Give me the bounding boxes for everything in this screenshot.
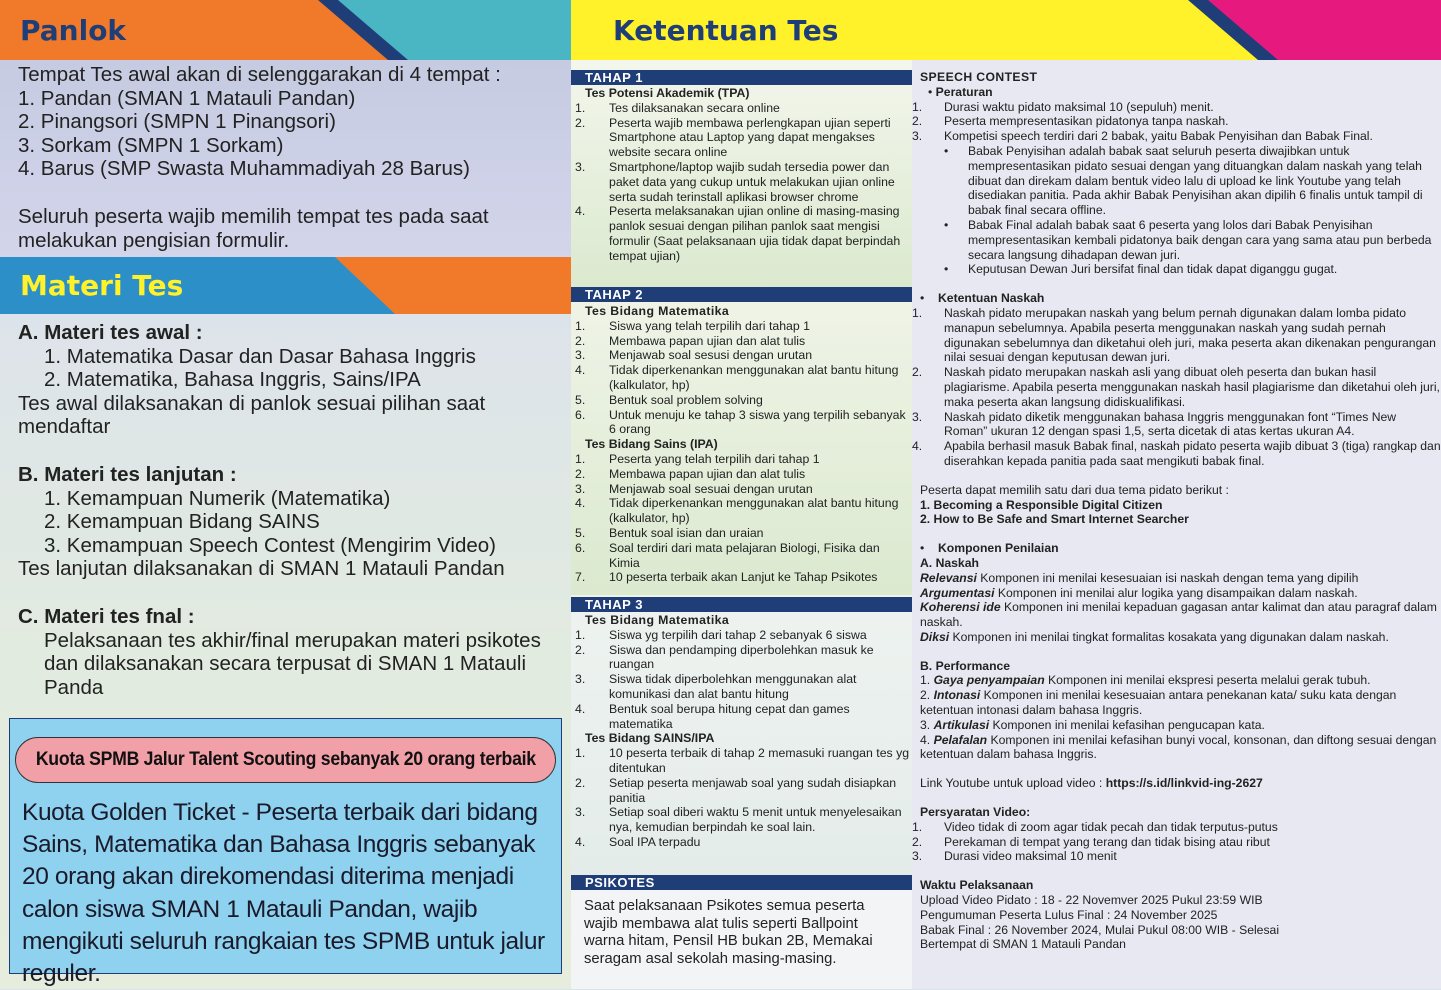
video-rule: 1. Video tidak di zoom agar tidak pecah dan tidak terputus-putus — [912, 819, 1278, 834]
tahap2-math-item: 4. Tidak diperkenankan menggunakan alat bantu hitung (kalkulator, hp) — [575, 363, 899, 392]
tahap2-sains-item: 1. Peserta yang telah terpilih dari tahap 1 — [575, 451, 820, 466]
materi-c-text: Pelaksanaan tes akhir/final merupakan materi psikotes dan dilaksanakan secara terpusat di SMAN 1 Matauli Panda — [44, 628, 541, 699]
naskah-rule: 3. Naskah pidato diketik menggunakan bahasa Inggris menggunakan font “Times New Roman” ukuran 12 dengan spasi 1,5, serta dicetak di atas kertas ukuran A4. — [912, 409, 1397, 439]
panlok-text — [18, 63, 558, 252]
tahap2-sains-item: 5. Bentuk soal isian dan uraian — [575, 525, 764, 540]
tahap3-sains-item: 3. Setiap soal diberi waktu 5 menit untuk menyelesaikan nya, kemudian berpindah ke soal lain. — [575, 805, 902, 835]
psikotes-section — [571, 875, 912, 989]
speech-subrule: • Babak Penyisihan adalah babak saat seluruh peserta diwajibkan untuk mempresentasikan pidato sesuai dengan yang dituangkan dalam naskah yang telah dibuat dan direkam dalam bentuk video lalu di upload ke link Youtube yang telah disediakan panitia. Pada akhir Babak Penyisihan akan dipilih 6 finalis untuk tampil di babak final secara offline. — [944, 143, 1423, 218]
tahap3-section — [571, 595, 912, 875]
tahap2-sains-item: 4. Tidak diperkenankan menggunakan alat bantu hitung (kalkulator, hp) — [575, 496, 899, 526]
tahap3-math-item: 4. Bentuk soal berupa hitung cepat dan games matematika — [575, 701, 850, 731]
tahap1-item: 4. Peserta melaksanakan ujian online di masing-masing panlok sesuai dengan pilihan panlok saat mengisi formulir (Saat pelaksanaan ujia tidak dapat berpindah tempat ujian) — [575, 204, 901, 263]
kuota-badge — [15, 737, 556, 783]
materi-a-item-1: 1. Matematika Dasar dan Dasar Bahasa Inggris — [44, 344, 476, 368]
tahap3-sains-item: 4. Soal IPA terpadu — [575, 834, 701, 849]
tahap3-bar: TAHAP 3 — [571, 597, 912, 612]
naskah-komponen: Koherensi ide Komponen ini menilai kepaduan gagasan antar kalimat dan atau paragraf dalam naskah. — [920, 600, 1437, 630]
panlok-title: Panlok — [20, 14, 127, 47]
tahap2-subtitle-math: Tes Bidang Matematika — [585, 304, 730, 318]
performance-komponen: 2. Intonasi Komponen ini menilai kesesuaian antara penekanan kata/ suku kata dengan ketentuan intonasi dalam bahasa Inggris. — [920, 688, 1397, 718]
panlok-place-1: 1. Pandan (SMAN 1 Matauli Pandan) — [18, 86, 356, 110]
tahap2-content — [571, 302, 912, 585]
materi-a-title: A. Materi tes awal : — [18, 321, 203, 344]
ketentuan-header — [571, 0, 1441, 60]
materi-b-note: Tes lanjutan dilaksanakan di SMAN 1 Matauli Pandan — [18, 557, 505, 581]
left-column — [0, 0, 571, 989]
speech-subrule: • Babak Final adalah babak saat 6 peserta yang lolos dari Babak Penyisihan mempresentasikan kembali pidatonya baik dengan cara yang sama atau pun berbeda secara langsung dihadapan dewan juri. — [944, 217, 1432, 262]
tahap2-sains-item: 7. 10 peserta terbaik akan Lanjut ke Tahap Psikotes — [575, 570, 878, 585]
panlok-place-4: 4. Barus (SMP Swasta Muhammadiyah 28 Barus) — [18, 157, 470, 181]
naskah-komponen: Relevansi Komponen ini menilai kesesuaian isi naskah dengan tema yang dipilih — [920, 570, 1359, 585]
materi-header — [0, 257, 571, 314]
naskah-rule: 1. Naskah pidato merupakan naskah yang belum pernah digunakan dalam lomba pidato manapun sebelumnya. Apabila peserta menggunakan naskah yang sudah pernah digunakan sebelumnya dan diketahui oleh juri, maka peserta akan dikenakan pengurangan nilai sesuai dengan keputusan dewan juri. — [912, 305, 1436, 365]
tahap2-sains-item: 3. Menjawab soal sesuai dengan urutan — [575, 481, 813, 496]
tahap3-sains-item: 1. 10 peserta terbaik di tahap 2 memasuki ruangan tes yg ditentukan — [575, 746, 910, 775]
naskah-rule: 2. Naskah pidato merupakan naskah asli yang dibuat oleh peserta dan bukan hasil plagiarisme. Apabila peserta menggunakan naskah hasil plagiarisme dan diketahui oleh juri, maka peserta akan langsung didiskualifikasi. — [912, 365, 1440, 409]
speech-title: SPEECH CONTEST — [920, 70, 1038, 84]
tahap3-math-item: 2. Siswa dan pendamping diperbolehkan masuk ke ruangan — [575, 642, 874, 672]
naskah-rule: 4. Apabila berhasil masuk Babak final, naskah pidato peserta wajib dibuat 3 (tiga) rangkap dan diserahkan kepada panitia pada saat mengikuti babak final. — [912, 439, 1441, 468]
materi-a-note: Tes awal dilaksanakan di panlok sesuai pilihan saat mendaftar — [18, 391, 486, 439]
materi-b-title: B. Materi tes lanjutan : — [18, 462, 237, 486]
waktu-line: Upload Video Pidato : 18 - 22 Novemver 2025 Pukul 23:59 WIB — [920, 893, 1263, 908]
speech-content — [912, 60, 1441, 952]
performance-komponen: 3. Artikulasi Komponen ini menilai kefasihan pengucapan kata. — [920, 717, 1265, 732]
tahap1-section — [571, 60, 912, 287]
peraturan-heading: • Peraturan — [928, 84, 993, 99]
naskah-komponen: Diksi Komponen ini menilai tingkat formalitas kosakata yang digunakan dalam naskah. — [920, 629, 1389, 644]
kuota-badge-text: Kuota SPMB Jalur Talent Scouting sebanyak 20 orang terbaik — [35, 749, 536, 770]
tahap2-sains-item: 2. Membawa papan ujian dan alat tulis — [575, 466, 806, 481]
tahap2-bar: TAHAP 2 — [571, 287, 912, 302]
ketentuan-title: Ketentuan Tes — [613, 14, 839, 47]
video-heading: Persyaratan Video: — [920, 805, 1031, 820]
tahap1-bar: TAHAP 1 — [571, 70, 912, 85]
speech-rule: 3. Kompetisi speech terdiri dari 2 babak, yaitu Babak Penyisihan dan Babak Final. — [912, 129, 1373, 144]
video-rule: 2. Perekaman di tempat yang terang dan tidak bising atau ribut — [912, 834, 1270, 849]
tahap3-sains-item: 2. Setiap peserta menjawab soal yang sudah disiapkan panitia — [575, 775, 897, 805]
panlok-header — [0, 0, 571, 60]
materi-b-item-3: 3. Kemampuan Speech Contest (Mengirim Video) — [44, 533, 496, 557]
tahap3-subtitle-sains: Tes Bidang SAINS/IPA — [585, 731, 715, 746]
youtube-link[interactable]: https://s.id/linkvid-ing-2627 — [1105, 776, 1263, 791]
tahap1-item: 3. Smartphone/laptop wajib sudah tersedia power dan paket data yang cukup untuk melakukan ujian online serta sudah terinstall aplikasi browser chrome — [575, 159, 895, 204]
naskah-heading: • Ketentuan Naskah — [920, 291, 1045, 306]
tahap2-math-item: 3. Menjawab soal sesusi dengan urutan — [575, 348, 813, 363]
tahap2-math-item: 6. Untuk menuju ke tahap 3 siswa yang terpilih sebanyak 6 orang — [575, 407, 906, 437]
tahap2-subtitle-sains: Tes Bidang Sains (IPA) — [585, 437, 718, 452]
panlok-place-3: 3. Sorkam (SMPN 1 Sorkam) — [18, 133, 284, 157]
tahap3-content — [571, 612, 912, 850]
psikotes-text: Saat pelaksanaan Psikotes semua peserta wajib membawa alat tulis seperti Ballpoint warna hitam, Pensil HB bukan 2B, Memakai seragam asal sekolah masing-masing. — [584, 898, 873, 967]
panlok-note: Seluruh peserta wajib memilih tempat tes pada saat melakukan pengisian formulir. — [18, 204, 489, 252]
tahap3-math-item: 3. Siswa tidak diperbolehkan menggunakan alat komunikasi dan alat bantu hitung — [575, 672, 857, 701]
materi-title: Materi Tes — [20, 269, 184, 302]
materi-b-item-1: 1. Kemampuan Numerik (Matematika) — [44, 486, 391, 510]
speech-rule: 2. Peserta mempresentasikan pidatonya tanpa naskah. — [912, 114, 1229, 129]
komponen-b-performance: B. Performance — [920, 658, 1011, 673]
kuota-text: Kuota Golden Ticket - Peserta terbaik dari bidang Sains, Matematika dan Bahasa Inggris sebanyak 20 orang akan direkomendasi diterima menjadi calon siswa SMAN 1 Matauli Pandan, wajib mengikuti seluruh rangkaian tes SPMB untuk jalur reguler. — [22, 799, 545, 988]
materi-a-item-2: 2. Matematika, Bahasa Inggris, Sains/IPA — [44, 368, 421, 392]
tahap2-math-item: 1. Siswa yang telah terpilih dari tahap 1 — [575, 318, 810, 333]
naskah-komponen: Argumentasi Komponen ini menilai alur logika yang disampaikan dalam naskah. — [920, 585, 1358, 600]
speech-rule: 1. Durasi waktu pidato maksimal 10 (sepuluh) menit. — [912, 99, 1214, 114]
psikotes-bar: PSIKOTES — [571, 875, 912, 890]
panlok-body — [0, 60, 571, 257]
materi-b-item-2: 2. Kemampuan Bidang SAINS — [44, 510, 320, 534]
tahap3-math-item: 1. Siswa yg terpilih dari tahap 2 sebanyak 6 siswa — [575, 627, 867, 642]
tahap2-math-item: 5. Bentuk soal problem solving — [575, 392, 763, 407]
kuota-box — [9, 718, 562, 988]
materi-text — [18, 321, 558, 699]
tahap1-item: 1. Tes dilaksanakan secara online — [575, 100, 780, 115]
tahap2-math-item: 2. Membawa papan ujian dan alat tulis — [575, 333, 806, 348]
tahap2-sains-item: 6. Soal terdiri dari mata pelajaran Biologi, Fisika dan Kimia — [575, 540, 880, 570]
speech-subrule: • Keputusan Dewan Juri bersifat final dan tidak dapat diganggu gugat. — [944, 262, 1338, 277]
tahap1-content — [571, 85, 912, 264]
tema-1: 1. Becoming a Responsible Digital Citizen — [920, 497, 1163, 512]
tahap2-section — [571, 287, 912, 595]
video-rule: 3. Durasi video maksimal 10 menit — [912, 849, 1117, 864]
youtube-link-line: Link Youtube untuk upload video : https://s.id/linkvid-ing-2627 — [920, 776, 1263, 791]
performance-komponen: 1. Gaya penyampaian Komponen ini menilai ekspresi peserta melalui gerak tubuh. — [920, 673, 1371, 688]
materi-c-title: C. Materi tes fnal : — [18, 604, 195, 628]
performance-komponen: 4. Pelafalan Komponen ini menilai kefasihan bunyi vocal, konsonan, dan diftong sesuai dengan ketentuan dalam bahasa Inggris. — [920, 732, 1437, 762]
waktu-line: Pengumuman Peserta Lulus Final : 24 November 2025 — [920, 907, 1218, 922]
speech-section — [912, 60, 1441, 989]
waktu-line: Babak Final : 26 November 2024, Mulai Pukul 08:00 WIB - Selesai — [920, 922, 1280, 937]
tahap3-subtitle-math: Tes Bidang Matematika — [585, 613, 730, 627]
tema-intro: Peserta dapat memilih satu dari dua tema pidato berikut : — [920, 482, 1229, 497]
komponen-heading: • Komponen Penilaian — [920, 541, 1059, 556]
tahap1-item: 2. Peserta wajib membawa perlengkapan ujian seperti Smartphone atau Laptop yang dapat mengakses website secara online — [575, 115, 891, 160]
waktu-heading: Waktu Pelaksanaan — [920, 878, 1034, 893]
tema-2: 2. How to Be Safe and Smart Internet Searcher — [920, 512, 1189, 527]
panlok-place-2: 2. Pinangsori (SMPN 1 Pinangsori) — [18, 110, 336, 134]
waktu-line: Bertempat di SMAN 1 Matauli Pandan — [920, 937, 1126, 952]
komponen-a-naskah: A. Naskah — [920, 555, 979, 570]
panlok-intro: Tempat Tes awal akan di selenggarakan di 4 tempat : — [18, 63, 501, 86]
tahap1-subtitle: Tes Potensi Akademik (TPA) — [585, 86, 750, 100]
